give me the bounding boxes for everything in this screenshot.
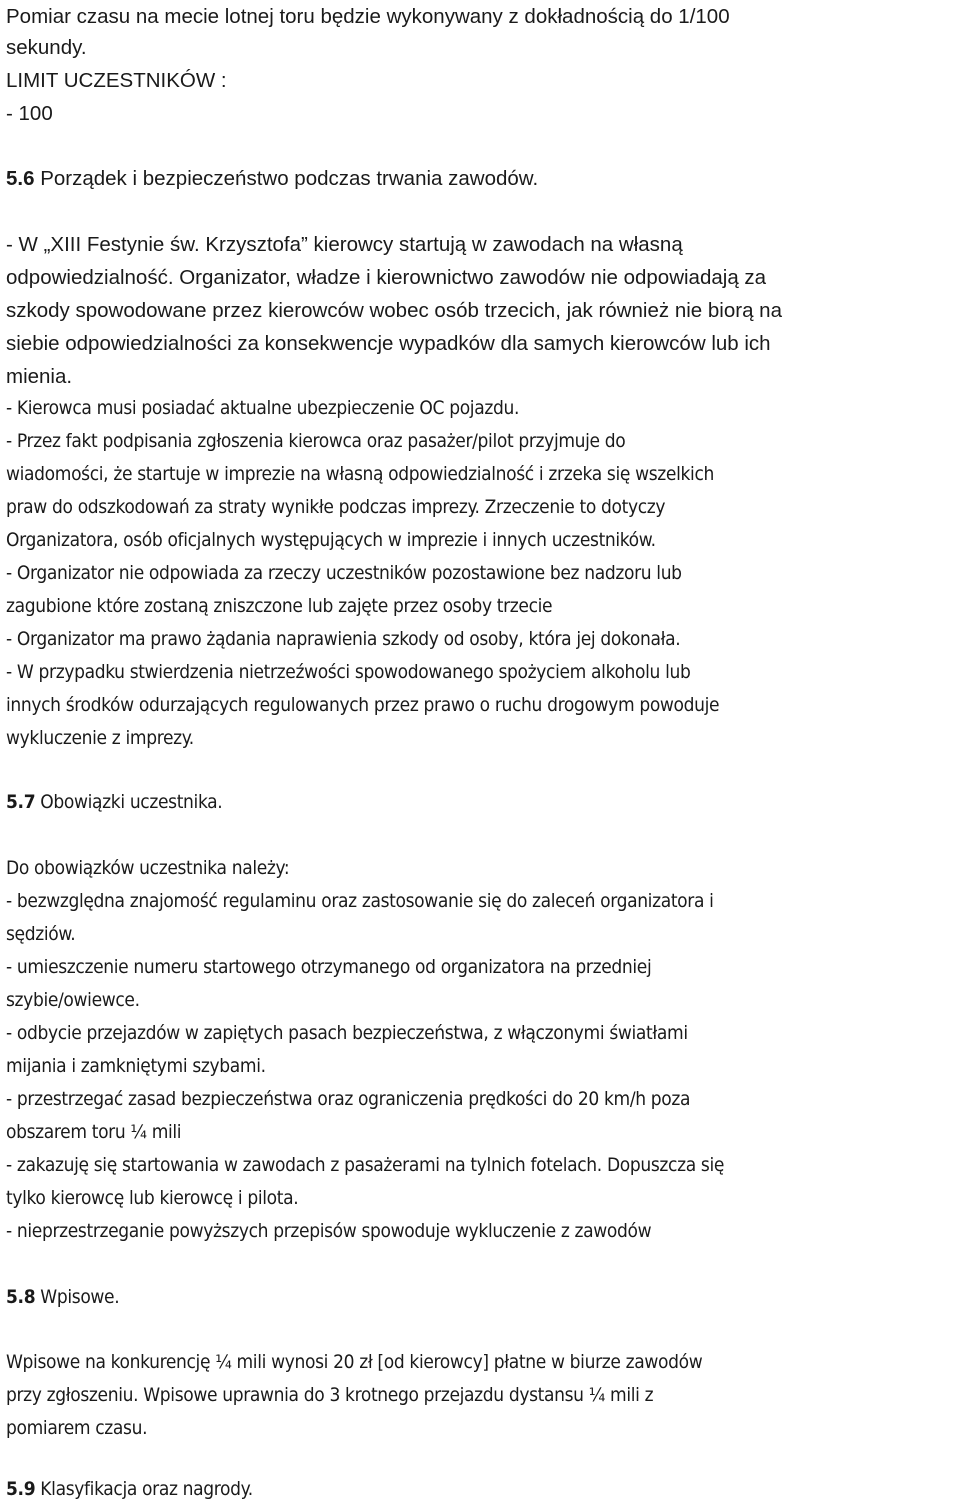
section-line: wiadomości, że startuje w imprezie na własną odpowiedzialność i zrzeka się wszelkich	[6, 463, 714, 485]
section-title: Klasyfikacja oraz nagrody.	[35, 1478, 253, 1500]
section-line: szkody spowodowane przez kierowców wobec osób trzecich, jak również nie biorą na	[6, 299, 782, 322]
section-title: Porządek i bezpieczeństwo podczas trwania zawodów.	[34, 167, 539, 190]
section-title: Wpisowe.	[35, 1286, 120, 1308]
section-heading-5-6	[6, 162, 538, 195]
section-line: Organizatora, osób oficjalnych występujących w imprezie i innych uczestników.	[6, 529, 656, 551]
section-line: - umieszczenie numeru startowego otrzymanego od organizatora na przedniej	[6, 956, 652, 978]
section-line: - odbycie przejazdów w zapiętych pasach bezpieczeństwa, z włączonymi światłami	[6, 1022, 688, 1044]
section-line: praw do odszkodowań za straty wynikłe podczas imprezy. Zrzeczenie to dotyczy	[6, 496, 666, 518]
section-line: - W przypadku stwierdzenia nietrzeźwości spowodowanego spożyciem alkoholu lub	[6, 661, 691, 683]
section-line: - przestrzegać zasad bezpieczeństwa oraz ograniczenia prędkości do 20 km/h poza	[6, 1088, 691, 1110]
section-line: - zakazuję się startowania w zawodach z pasażerami na tylnich fotelach. Dopuszcza się	[6, 1154, 725, 1176]
section-line: - Organizator nie odpowiada za rzeczy uczestników pozostawione bez nadzoru lub	[6, 562, 682, 584]
paragraph-line: Pomiar czasu na mecie lotnej toru będzie wykonywany z dokładnością do 1/100	[6, 5, 730, 28]
section-number: 5.9	[6, 1478, 36, 1500]
section-line: - nieprzestrzeganie powyższych przepisów spowoduje wykluczenie z zawodów	[6, 1220, 652, 1242]
section-line: - bezwzględna znajomość regulaminu oraz zastosowanie się do zaleceń organizatora i	[6, 890, 714, 912]
section-intro: Do obowiązków uczestnika należy:	[6, 857, 290, 879]
section-line: siebie odpowiedzialności za konsekwencje wypadków dla samych kierowców lub ich	[6, 332, 771, 355]
section-line: mijania i zamkniętymi szybami.	[6, 1055, 266, 1077]
section-line: szybie/owiewce.	[6, 989, 140, 1011]
section-line: Wpisowe na konkurencję ¼ mili wynosi 20 zł [od kierowcy] płatne w biurze zawodów	[6, 1351, 703, 1373]
section-number: 5.6	[6, 167, 35, 190]
section-line: - Organizator ma prawo żądania naprawienia szkody od osoby, która jej dokonała.	[6, 628, 681, 650]
section-line: przy zgłoszeniu. Wpisowe uprawnia do 3 krotnego przejazdu dystansu ¼ mili z	[6, 1384, 654, 1406]
section-line: zagubione które zostaną zniszczone lub zajęte przez osoby trzecie	[6, 595, 553, 617]
section-number: 5.8	[6, 1286, 36, 1308]
section-line: tylko kierowcę lub kierowcę i pilota.	[6, 1187, 299, 1209]
section-number: 5.7	[6, 791, 36, 813]
limit-heading: LIMIT UCZESTNIKÓW :	[6, 69, 227, 92]
paragraph-line: sekundy.	[6, 36, 87, 59]
section-line: odpowiedzialność. Organizator, władze i kierownictwo zawodów nie odpowiadają za	[6, 266, 767, 289]
section-line: - Kierowca musi posiadać aktualne ubezpieczenie OC pojazdu.	[6, 397, 520, 419]
section-line: innych środków odurzających regulowanych przez prawo o ruchu drogowym powoduje	[6, 694, 720, 716]
section-line: pomiarem czasu.	[6, 1417, 148, 1439]
section-line: - W „XIII Festynie św. Krzysztofa” kierowcy startują w zawodach na własną	[6, 233, 683, 256]
section-line: - Przez fakt podpisania zgłoszenia kierowca oraz pasażer/pilot przyjmuje do	[6, 430, 626, 452]
limit-value: - 100	[6, 102, 53, 125]
section-line: mienia.	[6, 365, 73, 388]
section-heading-5-9	[6, 1473, 253, 1506]
section-line: obszarem toru ¼ mili	[6, 1121, 182, 1143]
section-line: sędziów.	[6, 923, 76, 945]
section-heading-5-8	[6, 1281, 119, 1314]
section-heading-5-7	[6, 786, 222, 819]
section-title: Obowiązki uczestnika.	[35, 791, 223, 813]
section-line: wykluczenie z imprezy.	[6, 727, 194, 749]
